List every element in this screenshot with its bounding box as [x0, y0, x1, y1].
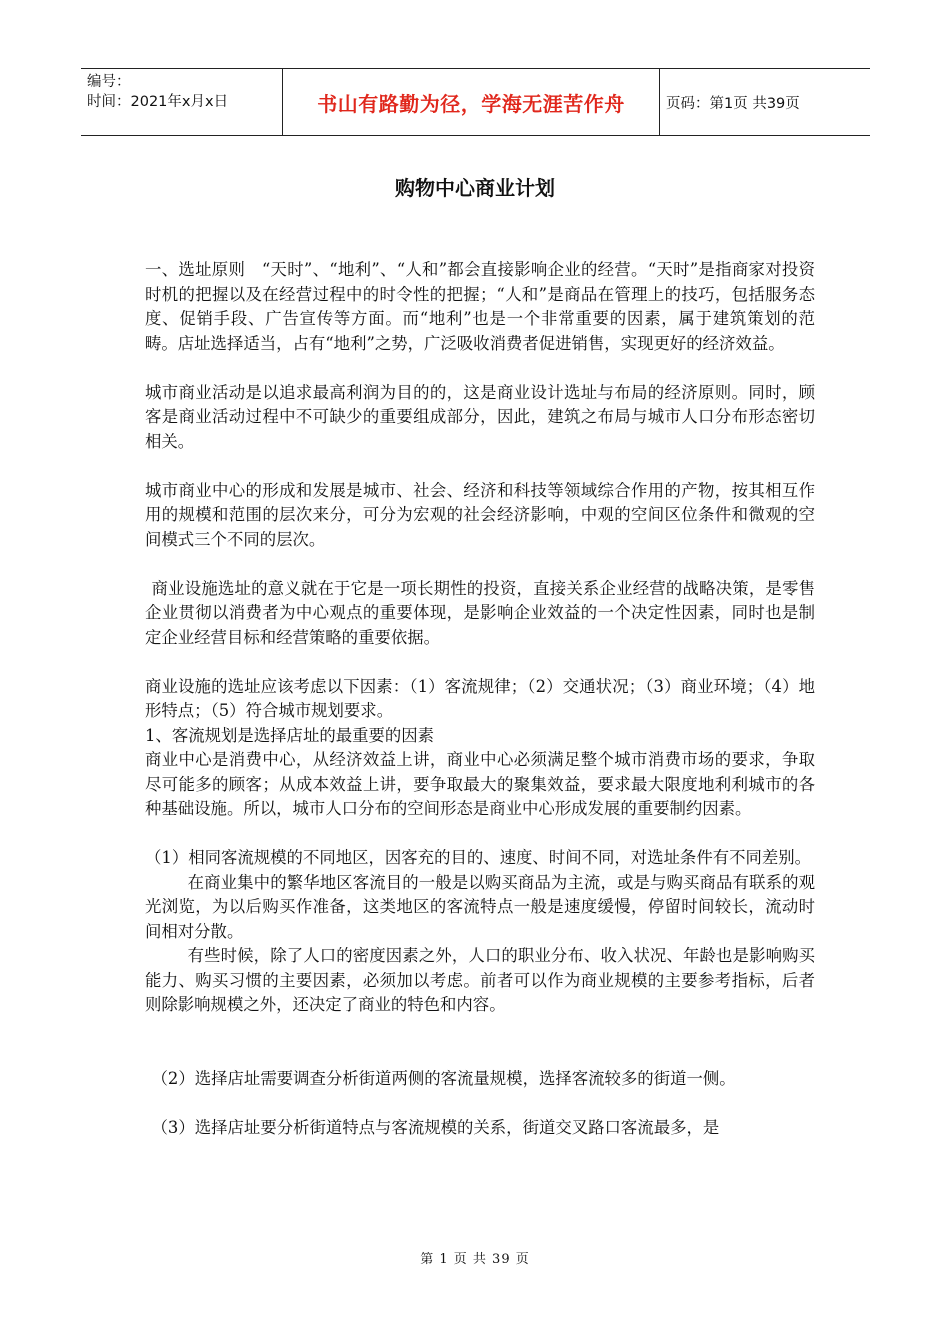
paragraph: （2）选择店址需要调查分析街道两侧的客流量规模，选择客流较多的街道一侧。	[151, 1068, 736, 1088]
section-heading: 1、客流规划是选择店址的最重要的因素	[145, 725, 435, 745]
motto-text: 书山有路勤为径，学海无涯苦作舟	[317, 91, 625, 116]
paragraph: 商业设施的选址应该考虑以下因素：（1）客流规律；（2）交通状况；（3）商业环境；（4）地形特点；（5）符合城市规划要求。	[145, 676, 815, 720]
document-body	[145, 258, 815, 1140]
page-info: 页码：第1页 共39页	[666, 95, 800, 112]
paragraph: 有些时候，除了人口的密度因素之外，人口的职业分布、收入状况、年龄也是影响购买能力、购买习惯的主要因素，必须加以考虑。前者可以作为商业规模的主要参考指标，后者则除影响规模之外，还决定了商业的特色和内容。	[145, 946, 815, 1014]
paragraph: 城市商业中心的形成和发展是城市、社会、经济和科技等领域综合作用的产物，按其相互作用的规模和范围的层次来分，可分为宏观的社会经济影响，中观的空间区位条件和微观的空间模式三个不同的层次。	[145, 480, 815, 549]
time-label: 时间：2021年x月x日	[87, 94, 229, 110]
paragraph: 一、选址原则 “天时”、“地利”、“人和”都会直接影响企业的经营。“天时”是指商家对投资时机的把握以及在经营过程中的时令性的把握；“人和”是商品在管理上的技巧，包括服务态度、促销手段、广告宣传等方面。而“地利”也是一个非常重要的因素，属于建筑策划的范畴。店址选择适当，占有“地利”之势，广泛吸收消费者促进销售，实现更好的经济效益。	[145, 260, 815, 353]
paragraph: 商业中心是消费中心，从经济效益上讲，商业中心必须满足整个城市消费市场的要求，争取尽可能多的顾客；从成本效益上讲，要争取最大的聚集效益，要求最大限度地利利城市的各种基础设施。所以，城市人口分布的空间形态是商业中心形成发展的重要制约因素。	[145, 750, 815, 818]
header-page-cell	[660, 69, 870, 135]
header-table	[81, 68, 870, 136]
number-label: 编号：	[87, 74, 131, 90]
document-title: 购物中心商业计划	[395, 176, 555, 200]
paragraph: 商业设施选址的意义就在于它是一项长期性的投资，直接关系企业经营的战略决策，是零售企业贯彻以消费者为中心观点的重要体现，是影响企业效益的一个决定性因素，同时也是制定企业经营目标和经营策略的重要依据。	[145, 578, 815, 647]
paragraph: 在商业集中的繁华地区客流目的一般是以购买商品为主流，或是与购买商品有联系的观光浏览，为以后购买作准备，这类地区的客流特点一般是速度缓慢，停留时间较长，流动时间相对分散。	[145, 872, 815, 941]
page-footer: 第 1 页 共 39 页	[420, 1252, 530, 1267]
header-meta-cell	[81, 69, 283, 135]
paragraph: 城市商业活动是以追求最高利润为目的的，这是商业设计选址与布局的经济原则。同时，顾客是商业活动过程中不可缺少的重要组成部分，因此，建筑之布局与城市人口分布形态密切相关。	[145, 382, 815, 451]
paragraph: （1）相同客流规模的不同地区，因客充的目的、速度、时间不同，对选址条件有不同差别。	[145, 848, 812, 867]
paragraph: （3）选择店址要分析街道特点与客流规模的关系，街道交叉路口客流最多，是	[151, 1117, 720, 1137]
header-motto-cell	[283, 69, 660, 135]
